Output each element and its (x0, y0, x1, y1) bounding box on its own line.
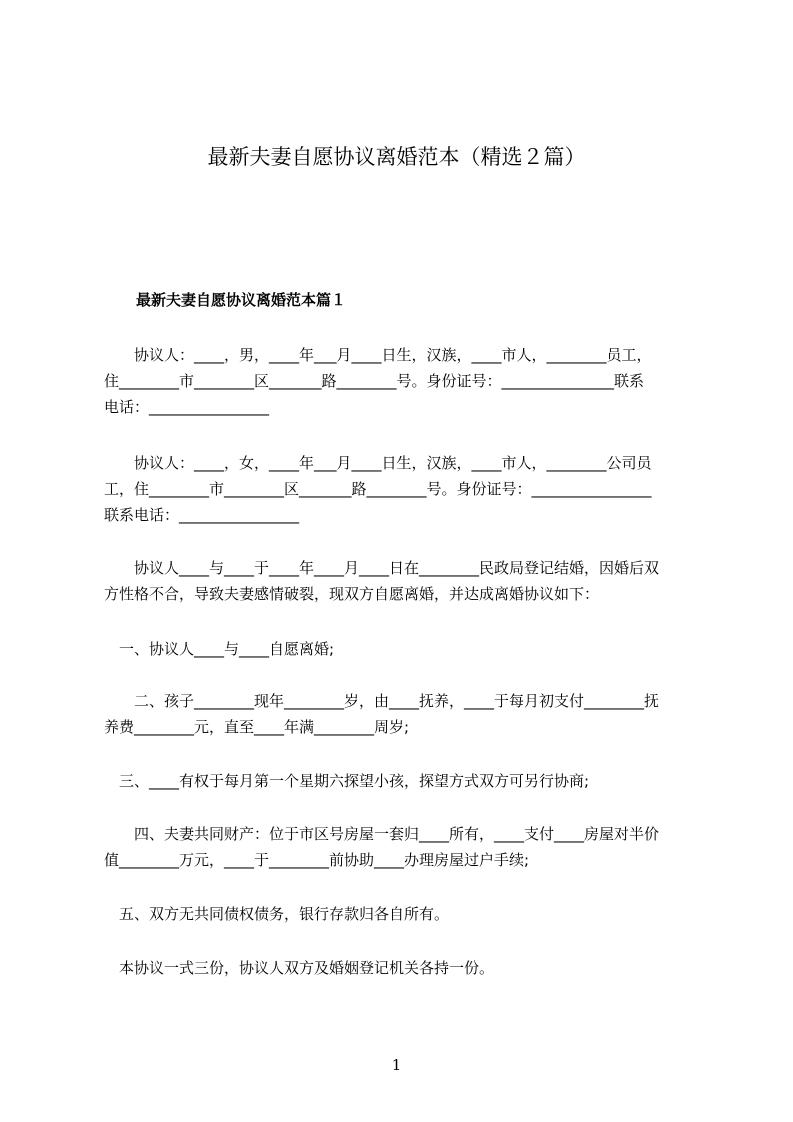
closing-statement (104, 955, 704, 981)
paragraph-marriage-intro (104, 555, 704, 607)
paragraph-line: 电话：________________ (104, 398, 270, 416)
paragraph-line: 养费________元，直至____年满________周岁; (104, 718, 410, 736)
paragraph-party-male (104, 342, 704, 420)
clause-2 (104, 688, 704, 740)
paragraph-line: 三、____有权于每月第一个星期六探望小孩，探望方式双方可另行协商; (104, 772, 590, 790)
paragraph-line: 四、夫妻共同财产：位于市区号房屋一套归____所有，____支付____房屋对半价 (104, 825, 660, 843)
paragraph-line: 工，住________市________区_______路________号。身份证号：________________ (104, 480, 652, 498)
paragraph-line: 协议人：____，男，____年___月____日生，汉族，____市人，________员工， (104, 346, 652, 364)
paragraph-line: 值________万元，____于________前协助____办理房屋过户手续; (104, 851, 530, 869)
page-number: 1 (391, 1056, 402, 1074)
paragraph-line: 一、协议人____与____自愿离婚; (104, 640, 335, 658)
clause-4 (104, 821, 704, 873)
paragraph-line: 二、孩子________现年________岁，由____抚养，____于每月初支付________抚 (104, 692, 660, 710)
paragraph-line: 方性格不合，导致夫妻感情破裂，现双方自愿离婚，并达成离婚协议如下： (104, 585, 600, 603)
clause-5 (104, 901, 704, 927)
paragraph-line: 协议人____与____于____年____月____日在________民政局登记结婚，因婚后双 (104, 559, 660, 577)
clause-3 (104, 768, 704, 794)
paragraph-line: 联系电话：________________ (104, 506, 300, 524)
section-heading: 最新夫妻自愿协议离婚范本篇１ (136, 291, 347, 309)
document-title: 最新夫妻自愿协议离婚范本（精选２篇） (207, 145, 586, 169)
paragraph-party-female (104, 450, 704, 528)
paragraph-line: 本协议一式三份，协议人双方及婚姻登记机关各持一份。 (104, 959, 495, 977)
paragraph-line: 住________市________区_______路________号。身份证号：_______________联系 (104, 372, 645, 390)
paragraph-line: 五、双方无共同债权债务，银行存款归各自所有。 (104, 905, 450, 923)
clause-1 (104, 636, 704, 662)
paragraph-line: 协议人：____，女，____年___月____日生，汉族，____市人，________公司员 (104, 454, 652, 472)
